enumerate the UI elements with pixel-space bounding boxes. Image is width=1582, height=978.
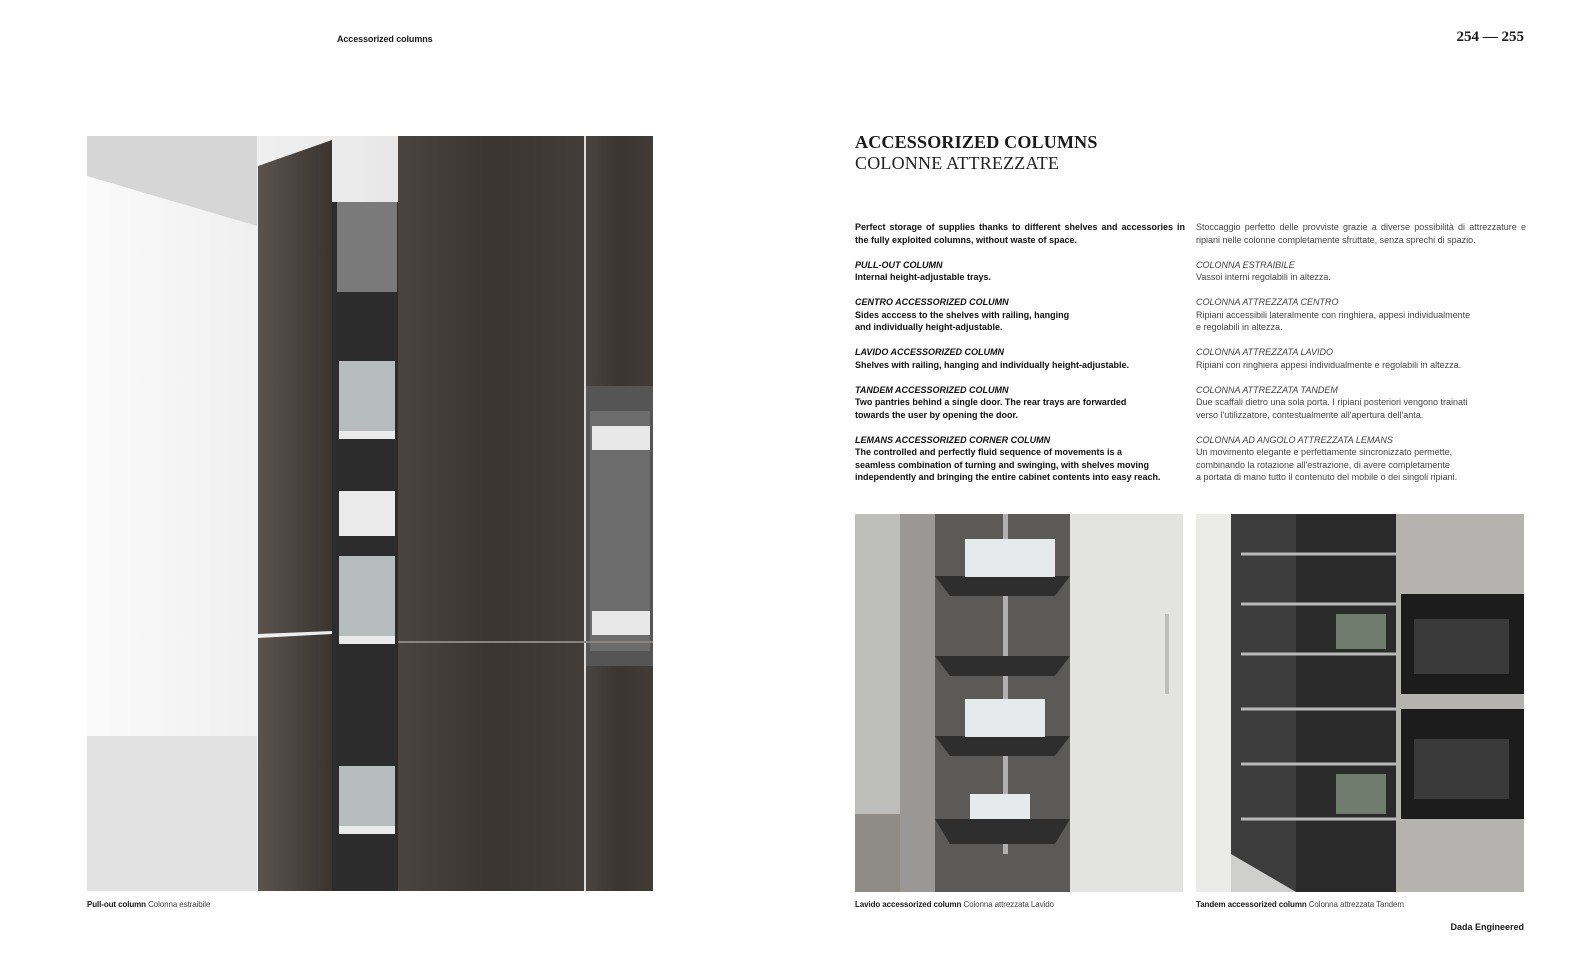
caption-tandem (1196, 900, 1404, 909)
intro-it: Stoccaggio perfetto delle provviste grazie a diverse possibilità di attrezzature e ripiani nelle colonne completamente sfruttate, senza sprechi di spazio. (1196, 222, 1526, 245)
caption-pull-out-column (87, 900, 210, 909)
section-it: COLONNA ATTREZZATA LAVIDO Ripiani con ringhiera appesi individualmente e regolabili in altezza. (1196, 347, 1462, 370)
caption-it: Colonna attrezzata Lavido (963, 900, 1054, 909)
section-it: COLONNA ATTREZZATA CENTRO Ripiani accessibili lateralmente con ringhiera, appesi individualmente e regolabili in altezza. (1196, 297, 1471, 332)
caption-en: Pull-out column (87, 900, 146, 909)
section-en: CENTRO ACCESSORIZED COLUMN Sides acccess to the shelves with railing, hanging and individually height-adjustable. (855, 297, 1070, 332)
section-heading (855, 132, 1098, 174)
italian-text-column (1196, 221, 1526, 496)
heading-en: ACCESSORIZED COLUMNS (855, 132, 1098, 152)
section-en: LAVIDO ACCESSORIZED COLUMN Shelves with railing, hanging and individually height-adjustable. (855, 347, 1130, 370)
section-en: LEMANS ACCESSORIZED CORNER COLUMN The controlled and perfectly fluid sequence of movements is a seamless combination of turning and swinging, with shelves moving independently and bringing the entire cabinet contents into easy reach. (855, 434, 1161, 482)
section-it: COLONNA AD ANGOLO ATTREZZATA LEMANS Un movimento elegante e perfettamente sincronizzato permette, combinando la rotazione all'estrazione, di avere completamente a portata di mano tutto il contenuto del mobile o dei singoli ripiani. (1196, 434, 1458, 482)
heading-it: COLONNE ATTREZZATE (855, 153, 1060, 173)
pull-out-column-photo (87, 136, 653, 891)
page-numbers: 254 — 255 (1456, 29, 1524, 45)
brand-footer: Dada Engineered (1450, 922, 1524, 932)
section-en: TANDEM ACCESSORIZED COLUMN Two pantries behind a single door. The rear trays are forwarded towards the user by opening the door. (855, 384, 1127, 420)
caption-en: Tandem accessorized column (1196, 900, 1307, 909)
section-it: COLONNA ESTRAIBILE Vassoi interni regolabili in altezza. (1196, 259, 1331, 282)
caption-it: Colonna attrezzata Tandem (1308, 900, 1404, 909)
caption-it: Colonna estraibile (148, 900, 211, 909)
lavido-column-photo (855, 514, 1183, 892)
running-head: Accessorized columns (337, 34, 433, 44)
intro-en: Perfect storage of supplies thanks to different shelves and accessories in the fully exploited columns, without waste of space. (855, 222, 1185, 245)
tandem-column-photo (1196, 514, 1524, 892)
section-it: COLONNA ATTREZZATA TANDEM Due scaffali dietro una sola porta. I ripiani posteriori vengono trainati verso l'utilizzatore, contestualmente all'apertura dell'anta. (1196, 384, 1468, 420)
caption-lavido (855, 900, 1054, 909)
english-text-column (855, 221, 1185, 496)
caption-en: Lavido accessorized column (855, 900, 962, 909)
section-en: PULL-OUT COLUMN Internal height-adjustable trays. (855, 259, 992, 282)
